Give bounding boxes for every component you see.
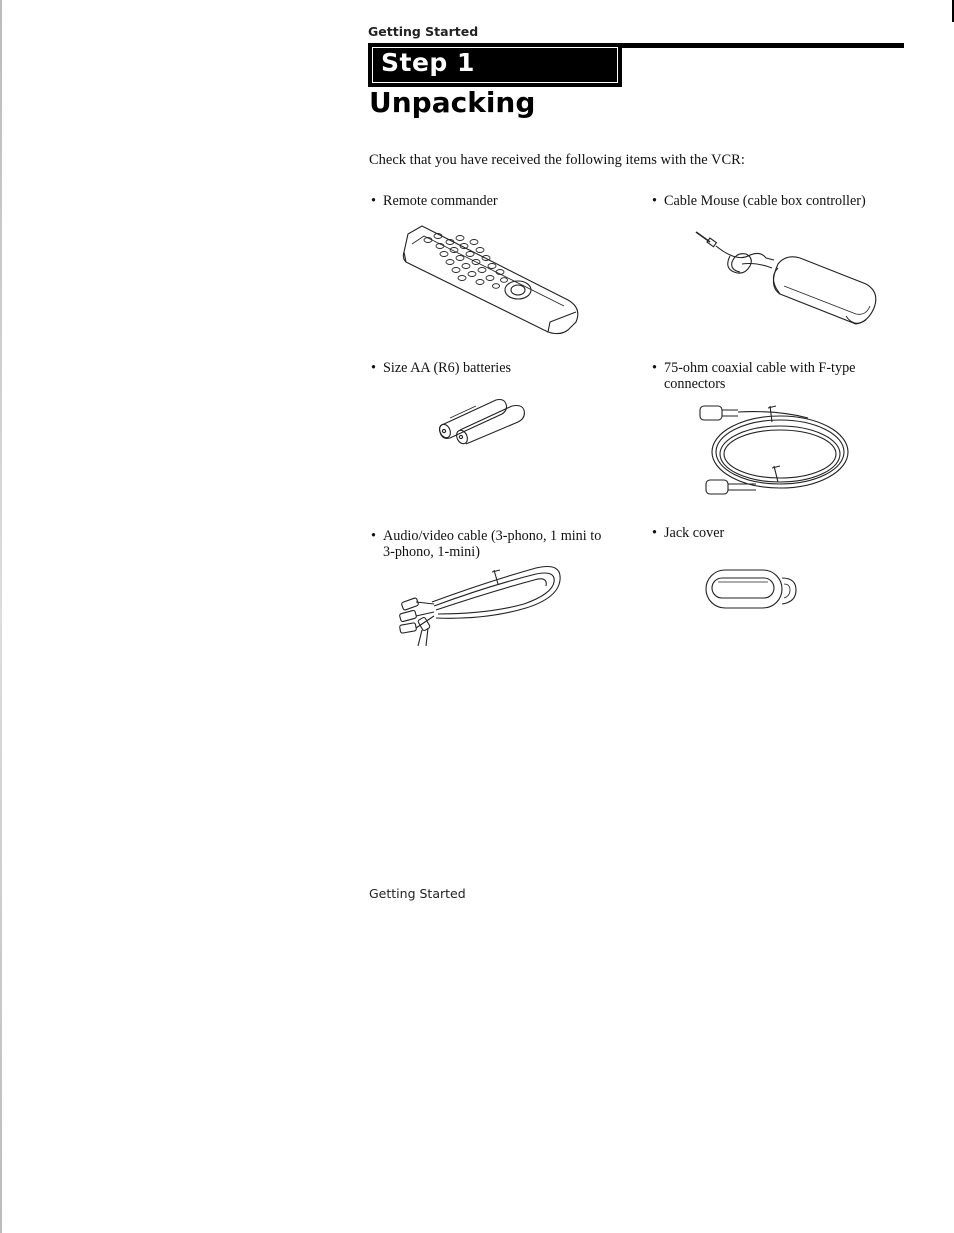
remote-commander-icon (400, 222, 585, 340)
item-label-line-2: 3-phono, 1-mini) (383, 544, 480, 560)
section-footer: Getting Started (369, 886, 466, 901)
item-label-line-1: 75-ohm coaxial cable with F-type (664, 360, 856, 376)
item-label: Remote commander (383, 193, 498, 209)
item-label-line-1: Audio/video cable (3-phono, 1 mini to (383, 528, 602, 544)
item-label: Cable Mouse (cable box controller) (664, 193, 866, 209)
jack-cover-icon (704, 566, 798, 612)
bullet: • (652, 525, 657, 541)
bullet: • (371, 360, 376, 376)
list-item-coaxial (652, 360, 855, 392)
bullet: • (652, 193, 657, 209)
bullet: • (371, 193, 376, 209)
coaxial-cable-icon (698, 400, 852, 500)
list-item-jack-cover (652, 525, 724, 541)
list-item-batteries (371, 360, 511, 376)
list-item-cable-mouse (652, 193, 866, 209)
section-header: Getting Started (368, 24, 479, 39)
item-label: Size AA (R6) batteries (383, 360, 512, 376)
list-item-av-cable (371, 528, 601, 560)
bullet: • (652, 360, 657, 376)
step-label: Step 1 (381, 48, 475, 77)
list-item-remote (371, 193, 498, 209)
scan-edge (0, 0, 2, 1233)
page-title: Unpacking (369, 86, 536, 119)
cable-mouse-icon (696, 228, 878, 330)
item-label: Jack cover (664, 525, 725, 541)
item-label-line-2: connectors (664, 376, 726, 392)
intro-text: Check that you have received the following items with the VCR: (369, 152, 745, 168)
bullet: • (371, 528, 376, 544)
aa-batteries-icon (436, 396, 532, 444)
av-cable-icon (396, 562, 564, 648)
